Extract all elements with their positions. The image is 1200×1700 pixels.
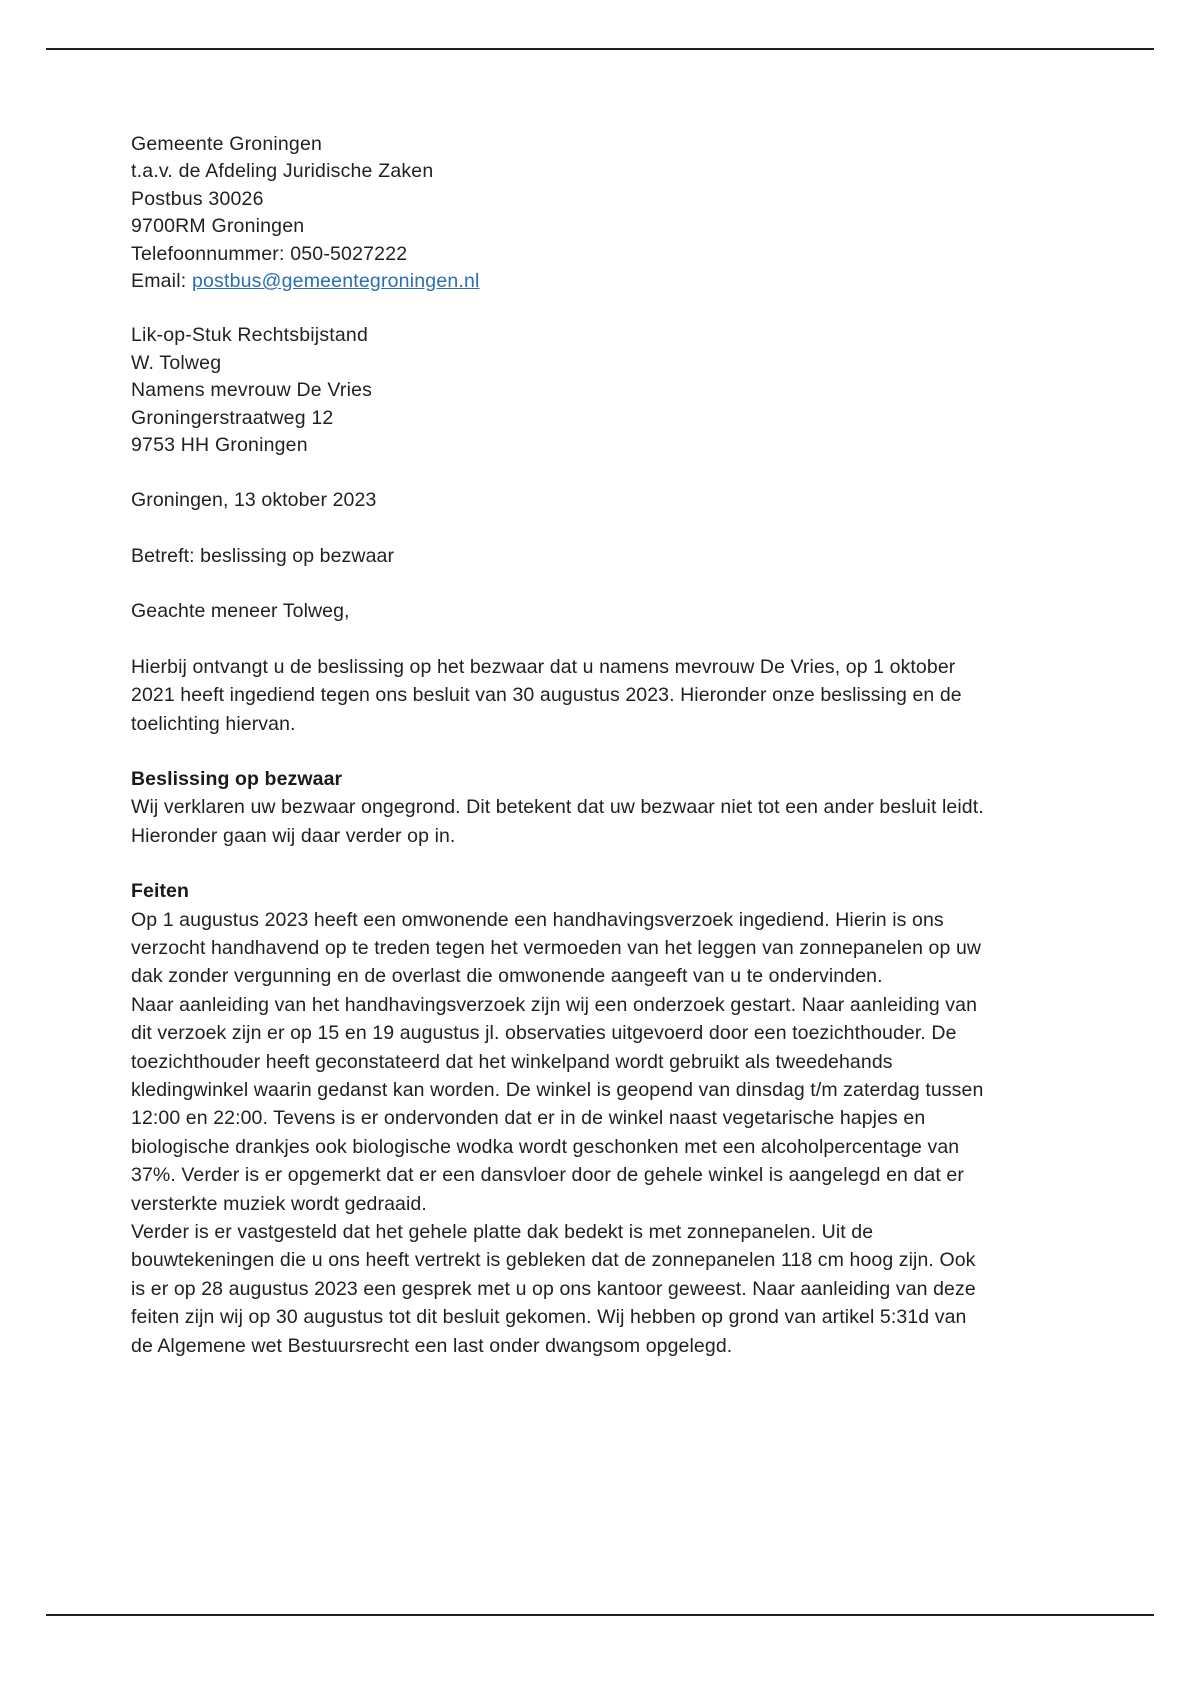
recipient-address-line: Lik-op-Stuk Rechtsbijstand (131, 324, 369, 347)
sender-address-line: t.a.v. de Afdeling Juridische Zaken (131, 160, 434, 183)
recipient-address-line: 9753 HH Groningen (131, 434, 308, 457)
letter-body (131, 131, 991, 1360)
section-heading: Feiten (131, 880, 190, 903)
header-rule (46, 48, 1154, 50)
sender-phone-line: Telefoonnummer: 050-5027222 (131, 242, 408, 265)
section-heading: Beslissing op bezwaar (131, 767, 343, 790)
salutation: Geachte meneer Tolweg, (131, 600, 350, 623)
recipient-address-line: Groningerstraatweg 12 (131, 406, 334, 429)
section-paragraph: Naar aanleiding van het handhavingsverzoek zijn wij een onderzoek gestart. Naar aanleiding van dit verzoek zijn er op 15 en 19 augustus jl. observaties uitgevoerd door een toezichthouder. De toezichthouder heeft geconstateerd dat het winkelpand wordt gebruikt als tweedehands kledingwinkel waarin gedanst kan worden. De winkel is geopend van dinsdag t/m zaterdag tussen 12:00 en 22:00. Tevens is er ondervonden dat er in de winkel naast vegetarische hapjes en biologische drankjes ook biologische wodka wordt geschonken met een alcoholpercentage van 37%. Verder is er opgemerkt dat er een dansvloer door de gehele winkel is aangelegd en dat er versterkte muziek wordt gedraaid. (131, 993, 984, 1215)
sender-address-line: 9700RM Groningen (131, 215, 305, 238)
spacer (131, 295, 991, 322)
email-label: Email: (131, 270, 192, 293)
sender-address-line: Postbus 30026 (131, 187, 264, 210)
sender-email-line (131, 268, 991, 295)
recipient-address-line: W. Tolweg (131, 351, 222, 374)
sender-address-line: Gemeente Groningen (131, 133, 323, 155)
section-beslissing-op-bezwaar (131, 765, 991, 850)
section-paragraph: Verder is er vastgesteld dat het gehele platte dak bedekt is met zonnepanelen. Uit de bouwtekeningen die u ons heeft vertrekt is gebleken dat de zonnepanelen 118 cm hoog zijn. Ook is er op 28 augustus 2023 een gesprek met u op ons kantoor geweest. Naar aanleiding van deze feiten zijn wij op 30 augustus tot dit besluit gekomen. Wij hebben op grond van artikel 5:31d van de Algemene wet Bestuursrecht een last onder dwangsom opgelegd. (131, 1221, 976, 1357)
recipient-address-block (131, 322, 991, 459)
spacer (131, 459, 991, 486)
section-paragraph: Op 1 augustus 2023 heeft een omwonende een handhavingsverzoek ingediend. Hierin is ons verzocht handhavend op te treden tegen het vermoeden van het leggen van zonnepanelen op uw dak zonder vergunning en de overlast die omwonende aangeeft van u te ondervinden. (131, 908, 982, 988)
section-feiten (131, 877, 991, 1360)
recipient-address-line: Namens mevrouw De Vries (131, 379, 373, 402)
email-link[interactable]: postbus@gemeentegroningen.nl (191, 270, 480, 293)
intro-paragraph: Hierbij ontvangt u de beslissing op het bezwaar dat u namens mevrouw De Vries, op 1 oktober 2021 heeft ingediend tegen ons besluit van 30 augustus 2023. Hieronder onze beslissing en de toelichting hiervan. (131, 655, 962, 735)
footer-rule (46, 1614, 1154, 1616)
sender-address-block (131, 131, 991, 295)
place-date: Groningen, 13 oktober 2023 (131, 489, 377, 512)
section-paragraph: Wij verklaren uw bezwaar ongegrond. Dit betekent dat uw bezwaar niet tot een ander besluit leidt. Hieronder gaan wij daar verder op in. (131, 796, 984, 847)
subject-line: Betreft: beslissing op bezwaar (131, 544, 395, 567)
